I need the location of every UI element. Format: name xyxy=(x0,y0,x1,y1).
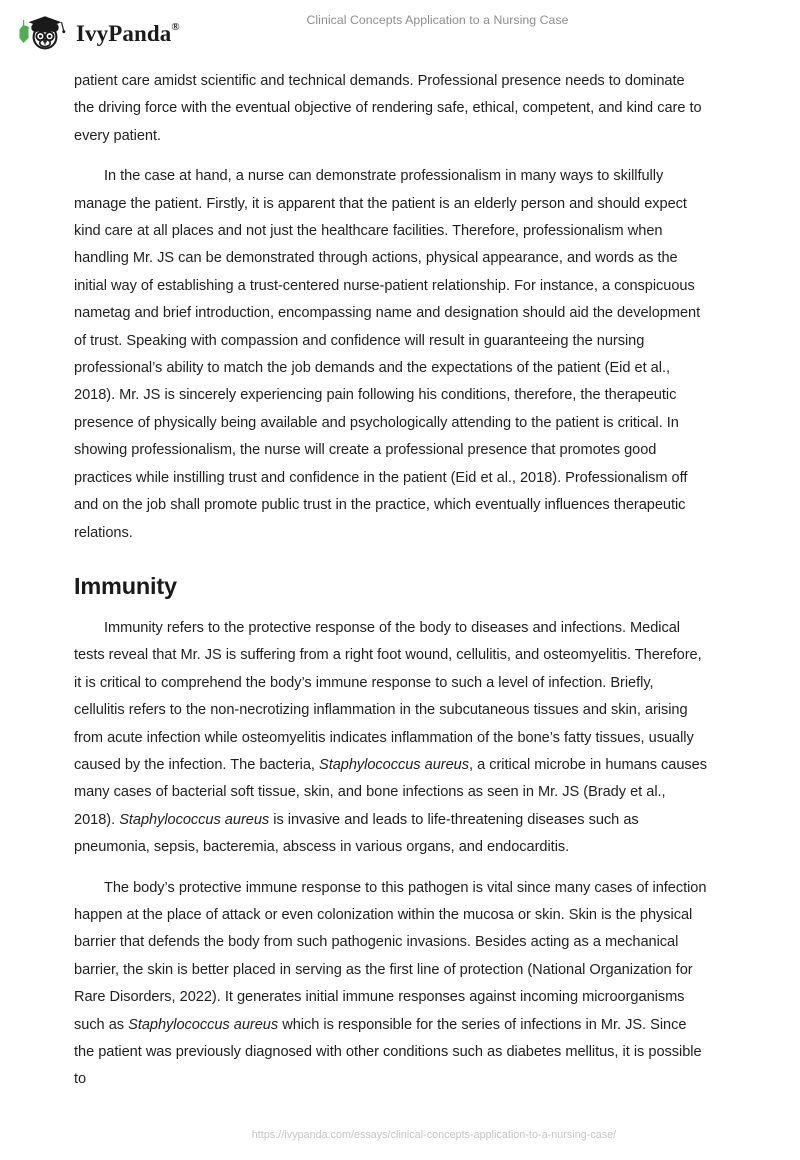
paragraph: patient care amidst scientific and technical demands. Professional presence needs to dominate the driving force with the eventual objective of rendering safe, ethical, competent, and kind care to every patient. xyxy=(74,73,702,144)
source-url-link[interactable]: https://ivypanda.com/essays/clinical-concepts-application-to-a-nursing-case/ xyxy=(251,1129,617,1141)
page-header xyxy=(0,0,800,62)
brand-name-text: IvyPanda xyxy=(76,20,172,46)
italic-term: Staphylococcus aureus xyxy=(119,811,270,828)
italic-term: Staphylococcus aureus xyxy=(319,756,469,773)
text-run: , a critical microbe in humans causes many cases of bacterial soft tissue, skin, and bone infections as seen in Mr. JS (Brady et al., 2018). xyxy=(74,756,707,828)
document-body xyxy=(74,68,708,1094)
paragraph xyxy=(74,615,708,862)
section-heading: Immunity xyxy=(74,572,177,599)
paragraph xyxy=(74,875,708,1094)
document-blocks xyxy=(74,68,708,1094)
document-title-header: Clinical Concepts Application to a Nursing Case xyxy=(306,13,569,27)
text-run: Immunity refers to the protective response of the body to diseases and infections. Medical tests reveal that Mr. JS is suffering from a right foot wound, cellulitis, and osteomyelitis. Therefore, it is critical to comprehend the body’s immune response to such a level of infection. Briefly, cellulitis refers to the non-necrotizing inflammation in the subcutaneous tissues and skin, arising from acute infection while osteomyelitis indicates inflammation of the bone’s fatty tissues, usually caused by the infection. The bacteria, xyxy=(74,619,702,773)
italic-term: Staphylococcus aureus xyxy=(128,1016,279,1033)
registered-trademark-icon: ® xyxy=(171,20,180,33)
page-footer xyxy=(0,1125,800,1143)
text-run: The body’s protective immune response to this pathogen is vital since many cases of infection happen at the place of attack or even colonization within the mucosa or skin. Skin is the physical barrier that defends the body from such pathogenic invasions. Besides acting as a mechanical barrier, the skin is better placed in serving as the first line of protection (National Organization for Rare Disorders, 2022). It generates initial immune responses against incoming microorganisms such as xyxy=(74,879,707,1033)
text-run: which is responsible for the series of infections in Mr. JS. Since the patient was previously diagnosed with other conditions such as diabetes mellitus, it is possible to xyxy=(74,1016,702,1088)
text-run: is invasive and leads to life-threatening diseases such as pneumonia, sepsis, bacteremia, abscess in various organs, and endocarditis. xyxy=(74,811,639,856)
paragraph: In the case at hand, a nurse can demonstrate professionalism in many ways to skillfully manage the patient. Firstly, it is apparent that the patient is an elderly person and should expect kind care at all places and not just the healthcare facilities. Therefore, professionalism when handling Mr. JS can be demonstrated through actions, physical appearance, and words as the initial way of establishing a trust-centered nurse-patient relationship. For instance, a conspicuous nametag and brief introduction, encompassing name and designation should aid the development of trust. Speaking with compassion and confidence will result in guaranteeing the nursing professional’s ability to match the job demands and the expectations of the patient (Eid et al., 2018). Mr. JS is sincerely experiencing pain following his conditions, therefore, the therapeutic presence of physically being available and psychologically attending to the patient is critical. In showing professionalism, the nurse will create a professional presence that promotes good practices while instilling trust and confidence in the patient (Eid et al., 2018). Professionalism off and on the job shall promote public trust in the practice, which eventually influences therapeutic relations. xyxy=(74,168,701,541)
